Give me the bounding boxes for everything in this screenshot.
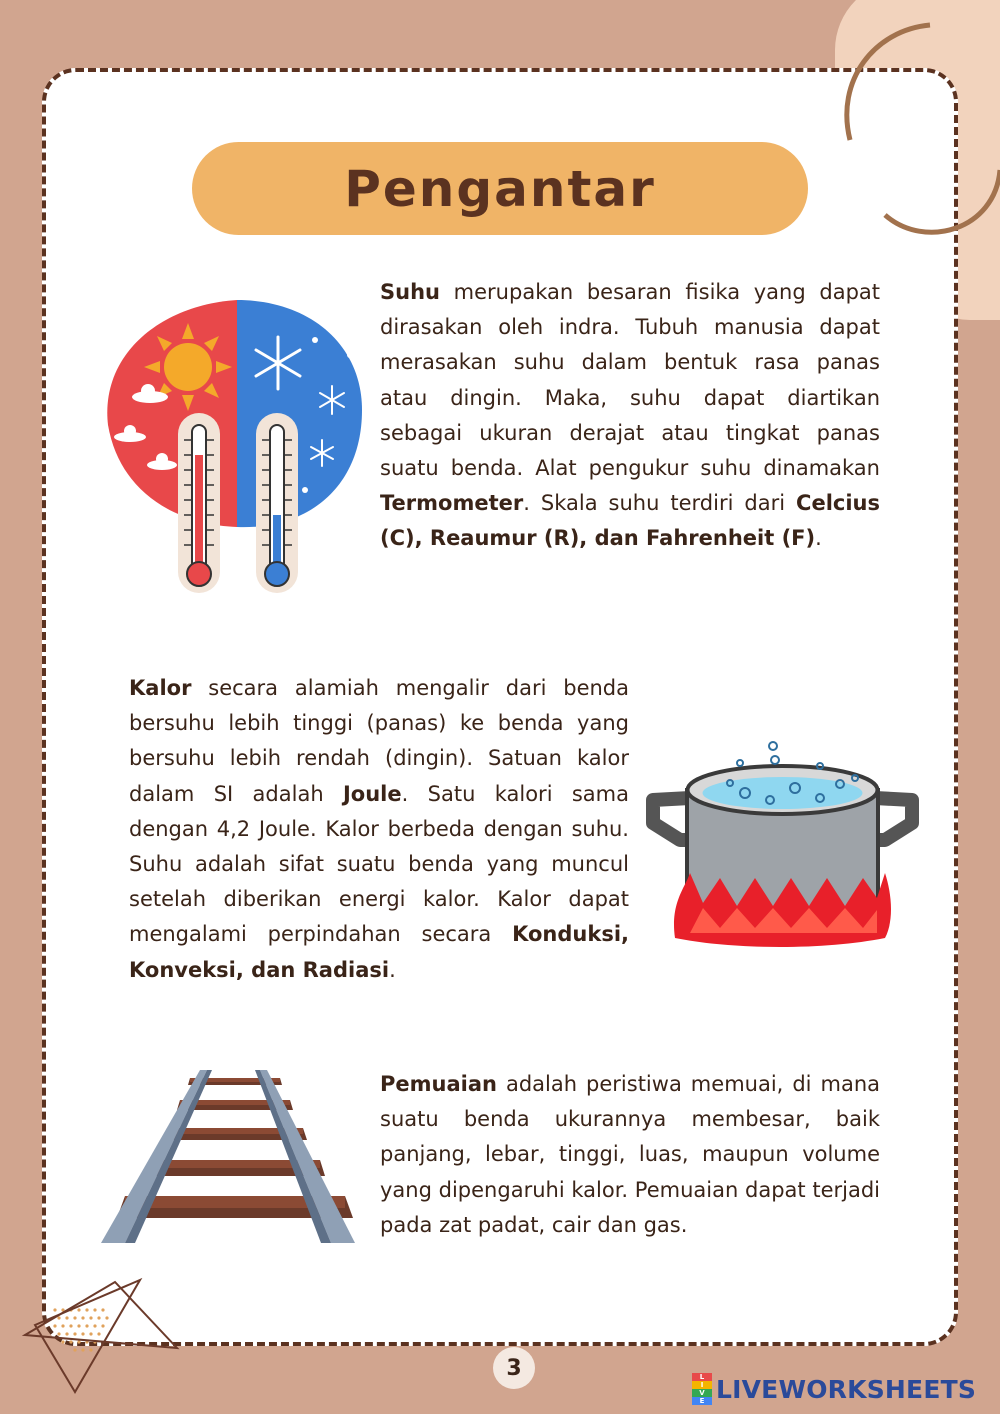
thermometer-hot-cold-illustration xyxy=(100,295,365,600)
pemuaian-text-1: adalah peristiwa memuai, di mana suatu benda ukurannya membesar, baik panjang, lebar, tinggi, luas, maupun volume yang dipengaruhi kalor. Pemuaian dapat terjadi pada zat padat, cair dan gas. xyxy=(380,1072,880,1237)
liveworksheets-text: LIVEWORKSHEETS xyxy=(716,1374,977,1404)
pemuaian-paragraph xyxy=(380,1067,880,1243)
kalor-text-3: . xyxy=(389,957,396,982)
page-title: Pengantar xyxy=(344,159,656,218)
logo-letter-l: L xyxy=(692,1373,712,1381)
suhu-text-3: . xyxy=(815,526,822,551)
heat-transfer-term: Konduksi, Konveksi, dan Radiasi xyxy=(129,922,629,982)
swirl-decoration-icon xyxy=(835,0,1000,250)
temperature-scales-term: Celcius (C), Reaumur (R), dan Fahrenheit (F) xyxy=(380,491,880,551)
joule-term: Joule xyxy=(342,781,402,806)
logo-letter-v: V xyxy=(692,1389,712,1397)
suhu-text-1: merupakan besaran fisika yang dapat dirasakan oleh indra. Tubuh manusia dapat merasakan suhu dalam bentuk rasa panas atau dingin. Maka, suhu dapat diartikan sebagai ukuran derajat atau tingkat panas suatu benda. Alat pengukur suhu dinamakan xyxy=(380,280,880,481)
triangle-decoration-icon xyxy=(15,1270,185,1405)
suhu-term: Suhu xyxy=(380,280,440,304)
kalor-text-2: . Satu kalori sama dengan 4,2 Joule. Kalor berbeda dengan suhu. Suhu adalah sifat suatu benda yang muncul setelah diberikan energi kalor. Kalor dapat mengalami perpindahan secara xyxy=(129,781,629,947)
logo-letter-i: I xyxy=(692,1381,712,1389)
boiling-pot-illustration xyxy=(645,738,920,948)
liveworksheets-mark-icon xyxy=(692,1373,712,1405)
railway-track-illustration xyxy=(95,1068,365,1253)
pemuaian-term: Pemuaian xyxy=(380,1072,497,1096)
logo-letter-e: E xyxy=(692,1397,712,1405)
suhu-text-2: . Skala suhu terdiri dari xyxy=(523,491,797,516)
page-number: 3 xyxy=(493,1347,535,1389)
kalor-term: Kalor xyxy=(129,676,192,700)
liveworksheets-logo xyxy=(692,1373,976,1405)
kalor-paragraph xyxy=(129,671,629,988)
kalor-text-1: secara alamiah mengalir dari benda bersuhu lebih tinggi (panas) ke benda yang bersuhu lebih rendah (dingin). Satuan kalor dalam SI adalah xyxy=(129,676,629,806)
title-banner xyxy=(192,142,808,235)
suhu-paragraph xyxy=(380,275,880,557)
termometer-term: Termometer xyxy=(380,491,524,516)
